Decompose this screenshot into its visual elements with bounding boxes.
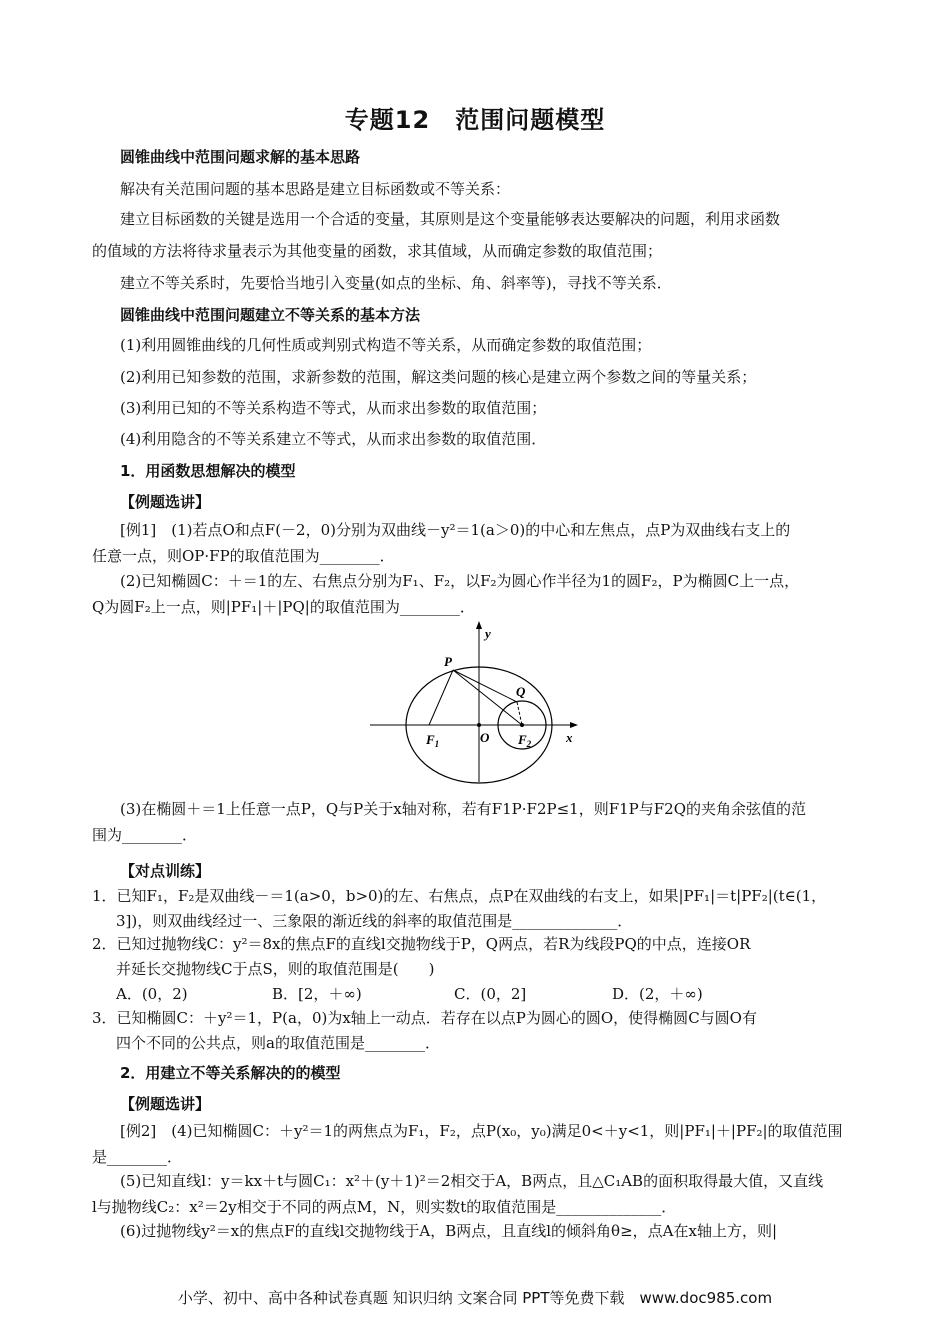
- example-line: 是________．: [92, 1148, 183, 1166]
- choice-b: B．[2，＋∞): [272, 985, 362, 1003]
- point-p-label: P: [444, 654, 452, 669]
- method-item: (1)利用圆锥曲线的几何性质或判别式构造不等关系，从而确定参数的取值范围；: [120, 336, 652, 354]
- paragraph-line: 解决有关范围问题的基本思路是建立目标函数或不等关系：: [120, 180, 511, 198]
- f1-label: $F_1$: [426, 732, 440, 749]
- x-axis-arrow: [570, 722, 578, 728]
- exercise-line: 3])，则双曲线经过一、三象限的渐近线的斜率的取值范围是______________．: [116, 912, 633, 930]
- example-line: Q为圆F₂上一点，则|PF₁|＋|PQ|的取值范围为________．: [92, 598, 475, 616]
- section-heading: 圆锥曲线中范围问题建立不等关系的基本方法: [120, 306, 421, 324]
- paragraph-line: 建立不等关系时，先要恰当地引入变量(如点的坐标、角、斜率等)，寻找不等关系．: [120, 274, 672, 292]
- exercise-line: 1．已知F₁，F₂是双曲线－＝1(a>0，b>0)的左、右焦点，点P在双曲线的右支上，如果|PF₁|＝t|PF₂|(t∈(1，: [92, 887, 827, 905]
- subsection-heading: 【例题选讲】: [120, 493, 211, 511]
- subsection-heading: 【例题选讲】: [120, 1095, 211, 1113]
- subsection-heading: 【对点训练】: [120, 862, 211, 880]
- page-title: 专题12 范围问题模型: [344, 106, 606, 134]
- method-item: (4)利用隐含的不等关系建立不等式，从而求出参数的取值范围．: [120, 430, 547, 448]
- x-axis-label: x: [566, 730, 573, 745]
- example-line: (6)过抛物线y²＝x的焦点F的直线l交抛物线于A，B两点，且直线l的倾斜角θ≥，点A在x轴上方，则|: [120, 1222, 778, 1240]
- choice-d: D．(2，＋∞): [612, 985, 703, 1003]
- exercise-line: 四个不同的公共点，则a的取值范围是________．: [116, 1034, 440, 1052]
- segment-pq: [453, 670, 517, 702]
- example-line: l与抛物线C₂：x²＝2y相交于不同的两点M，N，则实数t的取值范围是______________．: [92, 1198, 677, 1216]
- exercise-line: 3．已知椭圆C：＋y²＝1，P(a，0)为x轴上一动点．若存在以点P为圆心的圆O，使得椭圆C与圆O有: [92, 1009, 757, 1027]
- footer-text: 小学、初中、高中各种试卷真题 知识归纳 文案合同 PPT等免费下载 www.doc985.com: [177, 1289, 773, 1307]
- ellipse-figure: [360, 618, 595, 788]
- choice-c: C．(0，2]: [454, 985, 527, 1003]
- example-line: [例2] (4)已知椭圆C：＋y²＝1的两焦点为F₁，F₂，点P(x₀，y₀)满足0<＋y<1，则|PF₁|＋|PF₂|的取值范围: [120, 1122, 843, 1140]
- example-line: (2)已知椭圆C：＋＝1的左、右焦点分别为F₁、F₂，以F₂为圆心作半径为1的圆F₂，P为椭圆C上一点，: [120, 572, 800, 590]
- exercise-line: 2．已知过抛物线C：y²＝8x的焦点F的直线l交抛物线于P，Q两点，若R为线段PQ的中点，连接OR: [92, 935, 751, 953]
- y-axis-arrow: [476, 621, 482, 629]
- paragraph-line: 建立目标函数的关键是选用一个合适的变量，其原则是这个变量能够表达要解决的问题，利用求函数: [120, 210, 781, 228]
- section-heading: 1．用函数思想解决的模型: [120, 462, 296, 480]
- segment-pf1: [429, 670, 453, 725]
- method-item: (2)利用已知参数的范围，求新参数的范围，解这类问题的核心是建立两个参数之间的等量关系；: [120, 368, 757, 386]
- section-heading: 圆锥曲线中范围问题求解的基本思路: [120, 148, 361, 166]
- example-line: (5)已知直线l：y＝kx＋t与圆C₁：x²＋(y＋1)²＝2相交于A，B两点，且△C₁AB的面积取得最大值，又直线: [120, 1172, 824, 1190]
- origin-label: O: [480, 730, 490, 745]
- f2-label: $F_2$: [518, 732, 532, 749]
- method-item: (3)利用已知的不等关系构造不等式，从而求出参数的取值范围；: [120, 399, 547, 417]
- paragraph-line: 的值域的方法将待求量表示为其他变量的函数，求其值域，从而确定参数的取值范围；: [92, 242, 663, 260]
- segment-pf2: [453, 670, 522, 725]
- section-heading: 2．用建立不等关系解决的的模型: [120, 1064, 341, 1082]
- exercise-line: 并延长交抛物线C于点S，则的取值范围是( ): [116, 960, 435, 978]
- example-line: 任意一点，则OP·FP的取值范围为________．: [92, 547, 395, 565]
- point-o: [477, 723, 481, 727]
- point-f2: [520, 723, 524, 727]
- point-q-label: Q: [516, 684, 526, 699]
- example-line: (3)在椭圆＋＝1上任意一点P，Q与P关于x轴对称，若有F1P·F2P≤1，则F1P与F2Q的夹角余弦值的范: [120, 800, 806, 818]
- choice-a: A．(0，2): [116, 985, 188, 1003]
- example-line: 围为________．: [92, 826, 198, 844]
- example-line: [例1] (1)若点O和点F(－2，0)分别为双曲线－y²＝1(a＞0)的中心和左焦点，点P为双曲线右支上的: [120, 521, 791, 539]
- y-axis-label: y: [485, 626, 491, 641]
